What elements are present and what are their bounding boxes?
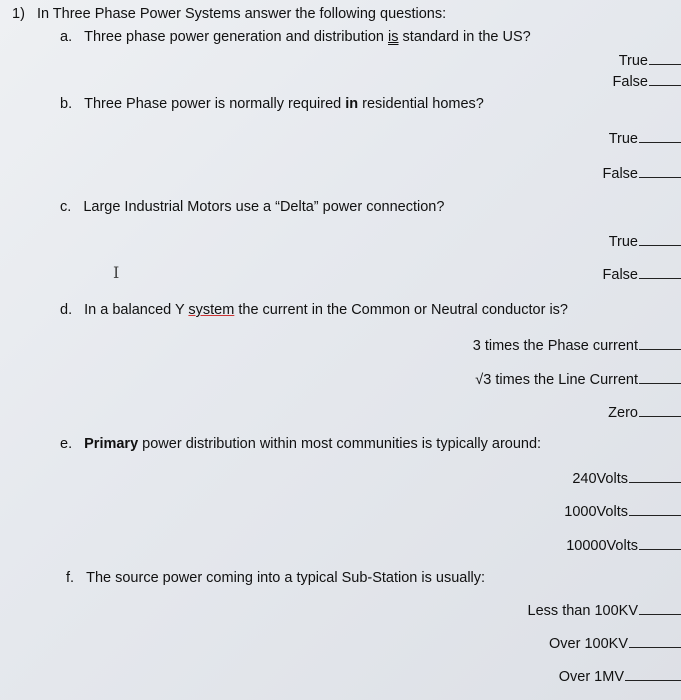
answer-blank[interactable] bbox=[639, 233, 681, 246]
item-e-option-3[interactable] bbox=[566, 537, 681, 554]
item-a-option-true[interactable] bbox=[619, 52, 681, 69]
item-c-prompt bbox=[60, 199, 444, 215]
item-d-text: In a balanced Y system the current in the Common or Neutral conductor is? bbox=[84, 302, 568, 318]
question-number: 1) bbox=[12, 6, 25, 22]
item-f-option-3[interactable] bbox=[559, 668, 681, 685]
item-e-option-1[interactable] bbox=[572, 470, 681, 487]
answer-blank[interactable] bbox=[639, 537, 681, 550]
item-a-prompt bbox=[60, 29, 531, 45]
answer-blank[interactable] bbox=[639, 404, 681, 417]
item-letter: b. bbox=[60, 96, 73, 112]
item-a-option-false[interactable] bbox=[613, 73, 681, 90]
option-label: True bbox=[608, 131, 638, 147]
answer-blank[interactable] bbox=[629, 503, 681, 516]
item-e-option-2[interactable] bbox=[564, 503, 681, 520]
item-e-text: Primary power distribution within most communities is typically around: bbox=[84, 436, 542, 452]
question-header bbox=[12, 6, 446, 22]
item-c-option-true[interactable] bbox=[609, 233, 681, 250]
option-label: 1000Volts bbox=[564, 504, 628, 520]
item-f-option-1[interactable] bbox=[528, 602, 681, 619]
option-label: Less than 100KV bbox=[527, 603, 638, 619]
answer-blank[interactable] bbox=[639, 371, 681, 384]
item-f-text: The source power coming into a typical Sub-Station is usually: bbox=[86, 570, 486, 586]
item-c-text: Large Industrial Motors use a “Delta” power connection? bbox=[83, 199, 445, 215]
answer-blank[interactable] bbox=[639, 130, 681, 143]
item-b-option-false[interactable] bbox=[603, 165, 681, 182]
item-b-option-true[interactable] bbox=[609, 130, 681, 147]
option-label: 10000Volts bbox=[566, 538, 638, 554]
option-label: 3 times the Phase current bbox=[472, 338, 638, 354]
answer-blank[interactable] bbox=[639, 337, 681, 350]
item-e-prompt bbox=[60, 436, 541, 452]
option-label: True bbox=[608, 234, 638, 250]
answer-blank[interactable] bbox=[649, 73, 681, 86]
answer-blank[interactable] bbox=[629, 635, 681, 648]
item-d-prompt bbox=[60, 302, 568, 318]
answer-blank[interactable] bbox=[639, 165, 681, 178]
option-label: Over 1MV bbox=[558, 669, 624, 685]
option-label: False bbox=[602, 267, 638, 283]
item-f-option-2[interactable] bbox=[549, 635, 681, 652]
option-label: Over 100KV bbox=[549, 636, 628, 652]
answer-blank[interactable] bbox=[639, 266, 681, 279]
question-title: In Three Phase Power Systems answer the following questions: bbox=[36, 6, 447, 22]
answer-blank[interactable] bbox=[629, 470, 681, 483]
answer-blank[interactable] bbox=[639, 602, 681, 615]
item-letter: f. bbox=[66, 570, 75, 586]
text-cursor-icon: I bbox=[113, 263, 120, 282]
item-c-option-false[interactable] bbox=[603, 266, 681, 283]
item-f-prompt bbox=[66, 570, 485, 586]
item-letter: d. bbox=[60, 302, 73, 318]
option-label: True bbox=[618, 53, 648, 69]
item-d-option-2[interactable] bbox=[475, 371, 681, 388]
answer-blank[interactable] bbox=[649, 52, 681, 65]
item-d-option-3[interactable] bbox=[608, 404, 681, 421]
item-a-text: Three phase power generation and distribution is standard in the US? bbox=[84, 29, 531, 45]
option-label: False bbox=[612, 74, 648, 90]
item-letter: c. bbox=[60, 199, 72, 215]
item-b-prompt bbox=[60, 96, 484, 112]
item-d-option-1[interactable] bbox=[473, 337, 681, 354]
item-letter: a. bbox=[60, 29, 73, 45]
option-label: √3 times the Line Current bbox=[475, 372, 638, 388]
option-label: 240Volts bbox=[572, 471, 628, 487]
item-b-text: Three Phase power is normally required in residential homes? bbox=[84, 96, 484, 112]
option-label: Zero bbox=[608, 405, 638, 421]
option-label: False bbox=[602, 166, 638, 182]
item-letter: e. bbox=[60, 436, 73, 452]
answer-blank[interactable] bbox=[625, 668, 681, 681]
